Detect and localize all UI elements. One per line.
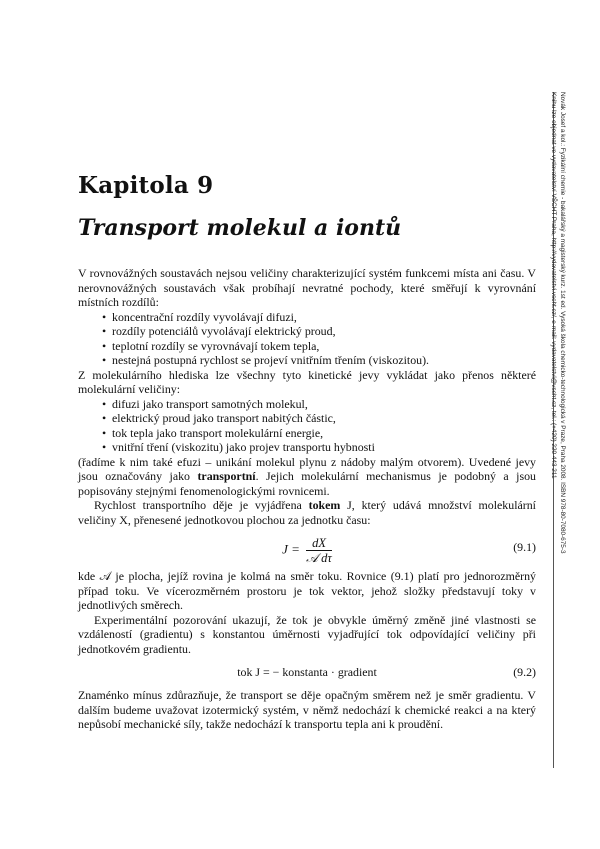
- area-paragraph: kde 𝒜 je plocha, jejíž rovina je kolmá na směr toku. Rovnice (9.1) platí pro jednorozměrný případ toku. Ve vícerozměrném prostoru je tok vektor, jehož složky představují toky v jednotlivých směrech.: [78, 569, 536, 612]
- list-item: • tok tepla jako transport molekulární energie,: [102, 426, 536, 441]
- equation-number: (9.1): [513, 540, 536, 554]
- experiment-paragraph: Experimentální pozorování ukazují, že tok je obvykle úměrný změně jiné vlastnosti se vzdáleností (gradientu) s konstantou úměrnosti vyjadřující tok odpovídající veličiny při jednotkovém gradientu.: [78, 612, 536, 656]
- chapter-title: Transport molekul a iontů: [78, 215, 402, 241]
- equation-9-2: [78, 662, 536, 684]
- equation-body: tok J = − konstanta · gradient: [237, 665, 377, 679]
- equation-9-1: [78, 529, 536, 565]
- text-run: (řadíme k nim také efuzi – unikání molekul plynu z nádoby malým otvorem). Uvedené jevy jsou označovány jako: [78, 454, 536, 483]
- text-run: J, který udává množství molekulární veličiny X, přenesené jednotkovou plochou za jednotku času:: [78, 498, 536, 527]
- list-item: • teplotní rozdíly se vyrovnávají tokem tepla,: [102, 339, 536, 354]
- molecular-view-paragraph: Z molekulárního hlediska lze všechny tyto kinetické jevy vykládat jako přenos některé molekulární veličiny:: [78, 367, 536, 396]
- equation-number: (9.2): [513, 665, 536, 679]
- list-item: • elektrický proud jako transport nabitých částic,: [102, 411, 536, 426]
- fraction: [306, 536, 332, 565]
- list-item: • koncentrační rozdíly vyvolávají difuzi,: [102, 310, 536, 325]
- minus-sign-paragraph: Znaménko mínus zdůrazňuje, že transport se děje opačným směrem než je směr gradientu. V dalším budeme uvažovat izotermický systém, v němž nedochází k chemické reakci a na který nepůsobí mechanické síly, takže nedochází k transportu tepla ani k proudění.: [78, 688, 536, 731]
- copyright-margin-note: [549, 92, 567, 832]
- fraction-denominator: 𝒜 dτ: [306, 551, 332, 565]
- term-tok: tokem: [308, 498, 341, 512]
- list-item: • nestejná postupná rychlost se projeví vnitřním třením (viskozitou).: [102, 353, 536, 368]
- fraction-numerator: dX: [306, 536, 332, 551]
- bullet-list-transport: [78, 397, 536, 455]
- text-run: Rychlost transportního děje je vyjádřena: [94, 498, 309, 512]
- bullet-list-local-differences: [78, 310, 536, 368]
- term-transportni: transportní: [197, 469, 256, 483]
- order-info-line: Knihu lze objednat ve vydavatelství VŠCHT Praha, http://vydavatelstvi.vscht.cz/, e-mail: vydavatelstvi@vscht.cz, tel.: (+420) 220 443 211: [550, 92, 557, 479]
- transport-phenomena-paragraph: [78, 455, 536, 499]
- chapter-number: Kapitola 9: [78, 172, 214, 199]
- flux-definition-paragraph: [78, 498, 536, 527]
- equation-lhs: J =: [282, 541, 300, 557]
- text-run: . Jejich molekulární mechanismus je podobný a jsou popisovány stejnými fenomenologickými rovnicemi.: [78, 469, 536, 498]
- intro-paragraph: V rovnovážných soustavách nejsou veličiny charakterizující systém funkcemi místa ani času. V nerovnovážných soustavách však probíhají nevratné pochody, které směřují k vyrovnání místních rozdílů:: [78, 266, 536, 309]
- list-item: • vnitřní tření (viskozitu) jako projev transportu hybnosti: [102, 440, 536, 455]
- citation-line: Novák Josef a kol.: Fyzikální chemie - bakalářský a magisterský kurz. 1st ed. Vysoká škola chemicko-technologická v Praze, Praha 2008. ISBN 978-80-7080-675-3: [559, 92, 566, 554]
- list-item: • rozdíly potenciálů vyvolávají elektrický proud,: [102, 324, 536, 339]
- body-text: [78, 266, 536, 732]
- list-item: • difuzi jako transport samotných molekul,: [102, 397, 536, 412]
